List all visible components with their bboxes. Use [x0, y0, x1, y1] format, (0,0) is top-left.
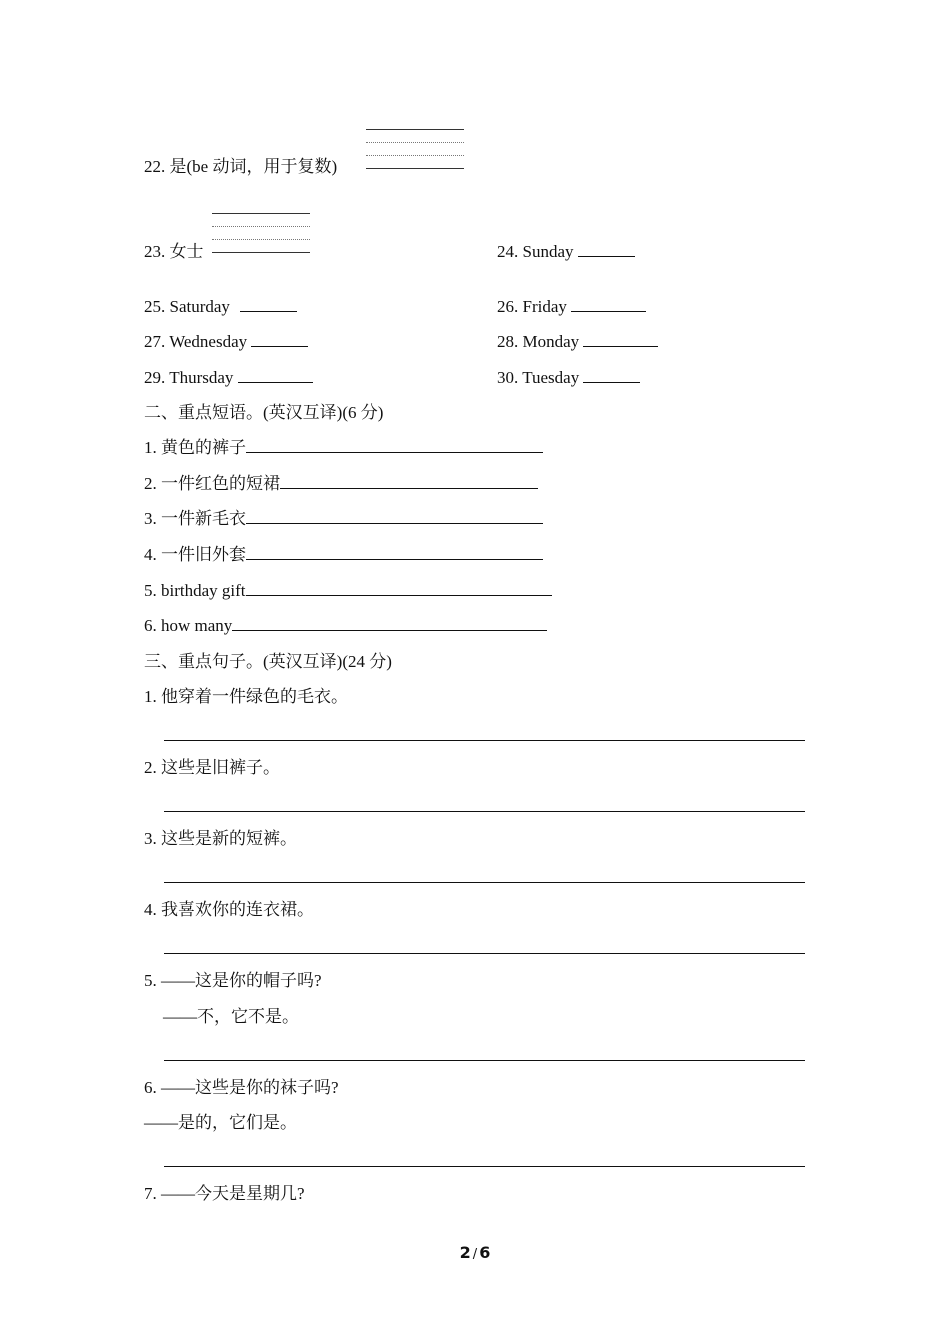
- answer-blank[interactable]: [578, 242, 635, 257]
- phrase-item: 6. how many: [144, 616, 547, 636]
- phrase-item: 5. birthday gift: [144, 581, 552, 601]
- page-separator: /: [472, 1247, 478, 1262]
- vocab-item-29: 29. Thursday: [144, 368, 313, 388]
- sentence-item-5-answer: ——不，它不是。: [163, 1007, 299, 1026]
- answer-blank[interactable]: [246, 581, 552, 596]
- vocab-item-25: 25. Saturday: [144, 297, 297, 317]
- sentence-item-2: 2. 这些是旧裤子。: [144, 758, 280, 777]
- answer-line[interactable]: [164, 882, 805, 883]
- page-number: [0, 1243, 950, 1262]
- answer-blank[interactable]: [240, 297, 297, 312]
- answer-line[interactable]: [164, 953, 805, 954]
- writing-box-22[interactable]: [366, 129, 464, 169]
- sentence-item-3: 3. 这些是新的短裤。: [144, 829, 297, 848]
- phrase-item: 2. 一件红色的短裙: [144, 474, 538, 494]
- answer-blank[interactable]: [246, 509, 543, 524]
- answer-line[interactable]: [164, 1060, 805, 1061]
- answer-blank[interactable]: [583, 368, 640, 383]
- answer-blank[interactable]: [251, 332, 308, 347]
- answer-line[interactable]: [164, 1166, 805, 1167]
- vocab-item-28: 28. Monday: [497, 332, 658, 352]
- answer-blank[interactable]: [246, 545, 543, 560]
- vocab-item-22: 22. 是(be 动词，用于复数): [144, 157, 338, 176]
- writing-box-23[interactable]: [212, 213, 310, 253]
- vocab-item-27: 27. Wednesday: [144, 332, 308, 352]
- answer-blank[interactable]: [238, 368, 313, 383]
- phrase-item: 4. 一件旧外套: [144, 545, 543, 565]
- answer-blank[interactable]: [583, 332, 658, 347]
- sentence-item-7-question: 7. ——今天是星期几?: [144, 1184, 305, 1203]
- vocab-item-23: 23. 女士: [144, 242, 204, 261]
- vocab-item-30: 30. Tuesday: [497, 368, 640, 388]
- phrase-item: 1. 黄色的裤子: [144, 438, 543, 458]
- vocab-item-24: 24. Sunday: [497, 242, 635, 262]
- section-2-heading: 二、重点短语。(英汉互译)(6 分): [144, 403, 384, 422]
- section-3-heading: 三、重点句子。(英汉互译)(24 分): [144, 652, 392, 671]
- answer-blank[interactable]: [280, 474, 538, 489]
- vocab-item-26: 26. Friday: [497, 297, 646, 317]
- sentence-item-6-question: 6. ——这些是你的袜子吗?: [144, 1078, 339, 1097]
- answer-line[interactable]: [164, 811, 805, 812]
- answer-blank[interactable]: [571, 297, 646, 312]
- sentence-item-6-answer: ——是的，它们是。: [144, 1113, 297, 1132]
- page-current: 2: [459, 1243, 471, 1262]
- phrase-item: 3. 一件新毛衣: [144, 509, 543, 529]
- page-total: 6: [479, 1243, 491, 1262]
- answer-blank[interactable]: [232, 616, 547, 631]
- answer-blank[interactable]: [246, 438, 543, 453]
- sentence-item-1: 1. 他穿着一件绿色的毛衣。: [144, 687, 348, 706]
- sentence-item-4: 4. 我喜欢你的连衣裙。: [144, 900, 314, 919]
- answer-line[interactable]: [164, 740, 805, 741]
- sentence-item-5-question: 5. ——这是你的帽子吗?: [144, 971, 322, 990]
